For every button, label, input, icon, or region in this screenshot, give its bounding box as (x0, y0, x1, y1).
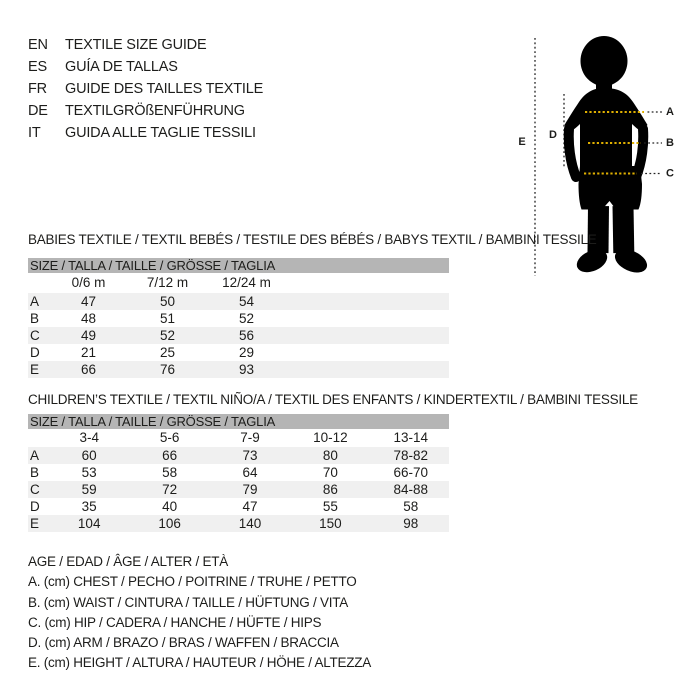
children-table-title: CHILDREN’S TEXTILE / TEXTIL NIÑO/A / TEXTIL DES ENFANTS / KINDERTEXTIL / BAMBINI TESSILE (28, 392, 638, 407)
cell: 55 (322, 499, 338, 514)
lang-title: TEXTILE SIZE GUIDE (65, 37, 207, 53)
children-column-header-row (28, 429, 449, 447)
cell: 40 (162, 499, 178, 514)
marker-label-b: B (666, 137, 674, 149)
cell: 58 (162, 465, 178, 480)
column-header: 7-9 (240, 430, 260, 445)
cell: 104 (77, 516, 101, 531)
cell: 150 (319, 516, 342, 531)
cell: 47 (80, 294, 97, 309)
legend-line-age: AGE / EDAD / ÂGE / ALTER / ETÀ (28, 554, 229, 569)
row-label: E (30, 362, 40, 377)
legend-line-arm: D. (cm) ARM / BRAZO / BRAS / WAFFEN / BRACCIA (28, 635, 339, 651)
column-header: 7/12 m (146, 275, 189, 290)
table-row (28, 293, 449, 310)
cell: 72 (162, 482, 178, 497)
cell: 66 (80, 362, 97, 377)
row-label: D (30, 499, 40, 514)
cell: 52 (159, 328, 176, 343)
cell: 66-70 (393, 465, 429, 480)
lang-title: GUIDA ALLE TAGLIE TESSILI (65, 125, 256, 141)
cell: 78-82 (393, 448, 429, 463)
column-header: 5-6 (159, 430, 180, 445)
cell: 66 (162, 448, 178, 463)
lang-title: GUIDE DES TAILLES TEXTILE (65, 81, 264, 97)
babies-size-header-bar: SIZE / TALLA / TAILLE / GRÖSSE / TAGLIA (28, 258, 449, 273)
children-size-header-bar: SIZE / TALLA / TAILLE / GRÖSSE / TAGLIA (28, 414, 449, 429)
cell: 86 (322, 482, 338, 497)
marker-label-e: E (518, 136, 526, 148)
babies-column-header-row (28, 273, 449, 293)
cell: 84-88 (393, 482, 429, 497)
column-header: 10-12 (313, 430, 348, 445)
cell: 70 (322, 465, 338, 480)
cell: 48 (80, 311, 97, 326)
column-header: 0/6 m (71, 275, 106, 290)
lang-row-de (28, 100, 263, 122)
cell: 47 (242, 499, 258, 514)
marker-label-d: D (549, 129, 557, 141)
row-label: C (30, 328, 40, 343)
children-textile-table (28, 392, 638, 532)
cell: 79 (242, 482, 258, 497)
marker-label-c: C (666, 167, 674, 180)
lang-title: GUÍA DE TALLAS (65, 59, 178, 75)
language-title-list (28, 34, 263, 144)
table-row (28, 515, 449, 532)
lang-title: TEXTILGRÖßENFÜHRUNG (65, 103, 245, 119)
cell: 53 (81, 465, 97, 480)
row-label: B (30, 465, 40, 480)
lang-code: ES (28, 59, 47, 75)
cell: 58 (403, 499, 419, 514)
cell: 59 (81, 482, 97, 497)
row-label: A (30, 294, 40, 309)
lang-code: DE (28, 103, 48, 119)
lang-row-fr (28, 78, 263, 100)
table-row (28, 327, 449, 344)
column-header: 12/24 m (222, 275, 271, 290)
legend-line-height: E. (cm) HEIGHT / ALTURA / HAUTEUR / HÖHE / ALTEZZA (28, 655, 372, 671)
table-row (28, 361, 449, 378)
row-label: C (30, 482, 40, 497)
row-label: D (30, 345, 40, 360)
table-row (28, 310, 449, 327)
cell: 35 (81, 499, 97, 514)
cell: 25 (159, 345, 176, 360)
cell: 64 (242, 465, 258, 480)
cell: 29 (238, 345, 255, 360)
babies-textile-table (28, 232, 597, 378)
cell: 49 (80, 328, 97, 343)
row-label: B (30, 311, 40, 326)
table-row (28, 464, 449, 481)
babies-table-title: BABIES TEXTILE / TEXTIL BEBÉS / TESTILE DES BÉBÉS / BABYS TEXTIL / BAMBINI TESSILE (28, 232, 597, 247)
row-label: A (30, 448, 40, 463)
cell: 21 (80, 345, 97, 360)
lang-row-en (28, 34, 263, 56)
cell: 140 (238, 516, 262, 531)
legend-line-chest: A. (cm) CHEST / PECHO / POITRINE / TRUHE / PETTO (28, 574, 357, 590)
lang-code: EN (28, 37, 48, 53)
cell: 106 (158, 516, 181, 531)
legend-line-hip: C. (cm) HIP / CADERA / HANCHE / HÜFTE / HIPS (28, 614, 322, 630)
cell: 98 (403, 516, 419, 531)
cell: 54 (238, 294, 255, 309)
row-label: E (30, 516, 40, 531)
lang-code: IT (28, 125, 41, 141)
column-header: 13-14 (393, 430, 429, 445)
lang-row-es (28, 56, 263, 78)
cell: 51 (159, 311, 176, 326)
marker-label-a: A (666, 106, 674, 118)
table-row (28, 498, 449, 515)
cell: 56 (238, 328, 255, 343)
cell: 76 (159, 362, 176, 377)
table-row (28, 344, 449, 361)
cell: 73 (242, 448, 258, 463)
cell: 60 (81, 448, 97, 463)
lang-row-it (28, 122, 263, 144)
cell: 80 (322, 448, 338, 463)
table-row (28, 481, 449, 498)
lang-code: FR (28, 81, 47, 97)
table-row (28, 447, 449, 464)
column-header: 3-4 (79, 430, 99, 445)
cell: 52 (238, 311, 255, 326)
cell: 93 (238, 362, 255, 377)
cell: 50 (159, 294, 176, 309)
legend-line-waist: B. (cm) WAIST / CINTURA / TAILLE / HÜFTUNG / VITA (28, 594, 349, 610)
measurement-legend (28, 552, 371, 674)
